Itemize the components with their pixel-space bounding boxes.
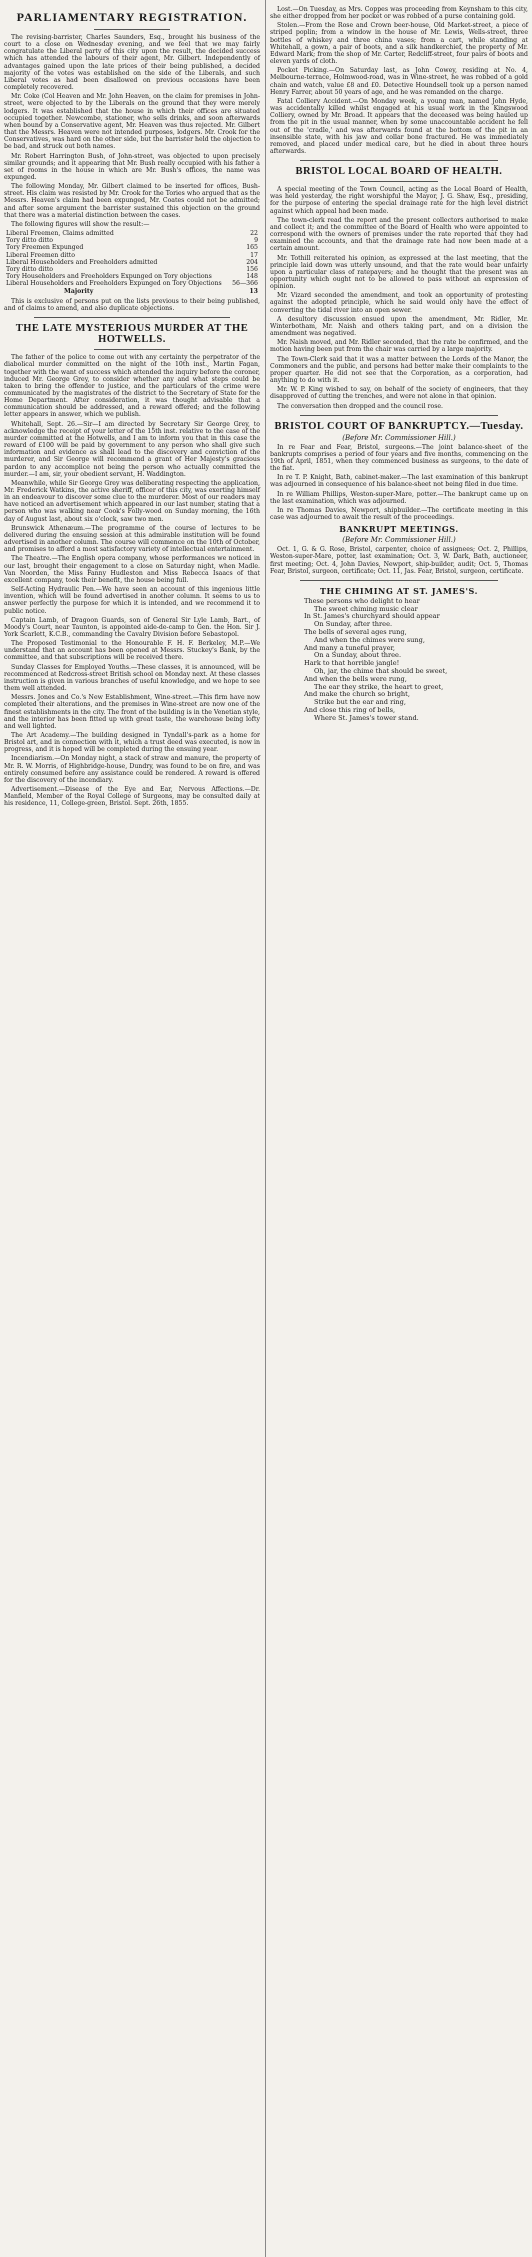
article-paragraph: In re Thomas Davies, Newport, shipbuilder.—The certificate meeting in this case was adjourned to await the result of the proceedings.: [270, 506, 528, 522]
poem-line: And when the chimes were sung,: [314, 635, 425, 644]
board-of-health-heading: BRISTOL LOCAL BOARD OF HEALTH.: [295, 166, 503, 178]
article-paragraph: Incendiarism.—On Monday night, a stack of straw and manure, the property of Mr. R. W. Morris, of Highbridge-house, Dundry, was found to be on fire, and was entirely consumed before any assistance could be rendered. A reward is offered for the discovery of the incendiary.: [4, 755, 260, 784]
table-row: [4, 280, 260, 287]
parliamentary-registration-heading: PARLIAMENTARY REGISTRATION.: [16, 10, 248, 24]
article-paragraph: The town-clerk read the report and the present collectors authorised to make and collect it; and the committee of the Board of Health who were appointed to correspond with the owners of premises under the rate reported that they had examined the accounts, and that the drainage rate had now been made at a certain amount.: [270, 216, 528, 253]
rule-divider: [94, 29, 170, 30]
poem-line: And make the church so bright,: [304, 690, 410, 699]
article-paragraph: Oct. 1, G. & G. Rose, Bristol, carpenter, choice of assignees; Oct. 2, Phillips, Weston-super-Mare, potter, last examination; Oct. 3, W. Dark, Bath, auctioneer, first meeting; Oct. 4, John Davies, Newport, ship-builder, audit; Oct. 5, Thomas Fear, Bristol, surgeon, certificate; Oct. 11, Jas. Fear, Bristol, surgeon, certificate.: [270, 546, 528, 575]
article-paragraph: Mr. Vizard seconded the amendment, and took an opportunity of protesting against the adopted principle, which he said would only have the effect of converting the tidal river into an open sewer.: [270, 292, 528, 314]
article-paragraph: Whitehall, Sept. 26.—Sir—I am directed by Secretary Sir George Grey, to acknowledge the receipt of your letter of the 15th inst. relative to the case of the murder committed at the Hotwells, and I am to inform you that in this case the reward of £100 will be paid by government to any person who shall give such information and evidence as shall lead to the discovery and conviction of the murderer, and Sir George will recommend a grant of Her Majesty's gracious pardon to any accomplice not being the person who actually committed the murder.—I am, sir, your obedient servant, H. Waddington.: [4, 420, 260, 478]
table-row: [4, 288, 260, 295]
article-paragraph: The Proposed Testimonial to the Honourable F. H. F. Berkeley, M.P.—We understand that an account has been opened at Messrs. Stuckey's Bank, by the committee, and that subscriptions will be received there.: [4, 640, 260, 662]
poem-heading: THE CHIMING AT ST. JAMES'S.: [319, 585, 479, 596]
rule-divider: [300, 415, 498, 416]
article-paragraph: The revising-barrister, Charles Saunders, Esq., brought his business of the court to a close on Wednesday evening, and we feel that we may fairly congratulate the Liberal party of this city upon the result, the decided success which has attended the labours of their agent, Mr. Gilbert. Independently of advantages gained upon the late prices of their being published, a decided majority of the votes was established on the side of the Liberals, and such Liberal votes as had been disallowed on previous occasions have been completely recovered.: [4, 34, 260, 92]
table-row: [4, 252, 260, 259]
article-paragraph: Mr. Naish moved, and Mr. Ridler seconded, that the rate be confirmed, and the motion having been put from the chair was carried by a large majority.: [270, 339, 528, 354]
article-paragraph: Fatal Colliery Accident.—On Monday week, a young man, named John Hyde, was accidentally killed whilst engaged at his usual work in the Kingswood Colliery, owned by Mr. Broad. It appears that the deceased was being hauled up from the pit in the usual manner, when by some unaccountable accident he fell out of the 'cradle,' and was afterwards found at the bottom of the pit in an insensible state, with his jaw and collar bone fractured. He was immediately removed, and placed under medical care, but he died in about three hours afterwards.: [270, 97, 528, 155]
row-value: 17: [250, 251, 258, 259]
left-column: [4, 6, 260, 810]
column-divider: [265, 0, 266, 2257]
table-row: [4, 244, 260, 251]
article-paragraph: In re Fear and Fear, Bristol, surgeons.—The joint balance-sheet of the bankrupts comprises a period of four years and five months, commencing on the 19th of April, 1851, when they commenced business as surgeons, to the date of the fiat.: [270, 443, 528, 473]
article-paragraph: The Town-Clerk said that it was a matter between the Lords of the Manor, the Commoners and the public, and persons had better make their complaints to the proper quarter. He did not see that the Corporation, as a corporation, had anything to do with it.: [270, 355, 528, 385]
rule-divider: [34, 317, 230, 318]
row-label: Majority: [64, 287, 94, 295]
bankruptcy-court-heading: BRISTOL COURT OF BANKRUPTCY.—Tuesday.: [274, 420, 524, 432]
article-paragraph: The father of the police to come out with any certainty the perpetrator of the diabolical murder committed on the night of the 10th inst., Martin Fagan, together with the want of success which attended the inquiry before the coroner, induced Mr. George Grey, to consider whether any and what steps could be taken to bring the offender to justice, and the particulars of the crime were communicated by the magistrates of the district to the Secretary of State for the Home Department. After consideration, it was thought advisable that a communication should be addressed, and a reward offered; and the following letter appears in answer, which we publish.: [4, 354, 260, 419]
row-value: 204: [246, 258, 258, 266]
article-paragraph: Mr. Tothill reiterated his opinion, as expressed at the last meeting, that the principle laid down was utterly unsound, and that the rate would bear unfairly upon a particular class of ratepayers; and he thought that the present was an opportunity which ought not to be allowed to pass without an expression of opinion.: [270, 254, 528, 291]
poem-line: Where St. James's tower stand.: [314, 713, 419, 722]
article-paragraph: Brunswick Athenæum.—The programme of the course of lectures to be delivered during the ensuing session at this admirable institution will be found advertised in another column. The course will commence on the 10th of October, and promises to afford a most satisfactory variety of intellectual entertainment.: [4, 524, 260, 554]
table-row: [4, 273, 260, 280]
poem-line: These persons who delight to hear: [304, 596, 420, 605]
article-paragraph: The Art Academy.—The building designed in Tyndall's-park as a home for Bristol art, and in connection with it, which a trust deed was executed, is now in progress, and it is hoped will be completed during the ensuing year.: [4, 732, 260, 754]
poll-note: This is exclusive of persons put on the lists previous to their being published, and of claims to amend, and also duplicate objections.: [4, 297, 260, 313]
right-column: [270, 6, 528, 723]
row-value: 56—366: [232, 280, 258, 288]
murder-heading: THE LATE MYSTERIOUS MURDER AT THE HOTWELLS.: [15, 323, 249, 346]
poem-line: And when the bells were rung,: [304, 674, 407, 683]
article-paragraph: Stolen.—From the Rose and Crown beer-house, Old Market-street, a piece of striped poplin; from a window in the house of Mr. Lewis, Wells-street, three bottles of whiskey and three china vases; from a cart, while standing at Whitehall, a gown, a pair of boots, and a silk handkerchief, the property of Mr. Edward Mark; from the shop of Mr. Carter, Redcliff-street, four pairs of boots and eleven yards of cloth.: [270, 22, 528, 66]
poem: [304, 598, 528, 723]
table-row: [4, 266, 260, 273]
row-label: Tory Householders and Freeholders Expunged on Tory objections: [6, 273, 212, 281]
rule-divider: [360, 181, 438, 182]
table-row: [4, 230, 260, 237]
article-paragraph: Mr. W. P. King wished to say, on behalf of the society of engineers, that they disapproved of cutting the trenches, and were not alone in that opinion.: [270, 386, 528, 401]
article-paragraph: Pocket Picking.—On Saturday last, as John Cowey, residing at No. 4, Melbourne-terrace, Holmwood-road, was in Wine-street, he was robbed of a gold chain and watch, value £8 and £0. Detective Houndsell took up a person named Henry Farrer, about 50 years of age, and he was remanded on the charge.: [270, 67, 528, 96]
article-paragraph: The following Monday, Mr. Gilbert claimed to be inserted for offices, Bush-street. His claim was resisted by Mr. Crook for the Tories who argued that as the Messrs. Heaven's claim had been expunged, Mr. Coates could not be admitted; and after some argument the barrister sustained this objection on the ground that there was a material distinction between the cases.: [4, 183, 260, 219]
bankrupt-meetings-subheading: (Before Mr. Commissioner Hill.): [342, 536, 456, 545]
article-paragraph: A special meeting of the Town Council, acting as the Local Board of Health, was held yesterday, the right worshipful the Mayor, J. G. Shaw, Esq., presiding, for the purpose of entering the special drainage rate for the high level district against which appeal had been made.: [270, 186, 528, 215]
poem-line: In St. James's churchyard should appear: [304, 612, 440, 621]
row-label: Liberal Householders and Freeholders Expunged on Tory Objections: [6, 280, 222, 288]
poem-line: The ear they strike, the heart to greet,: [314, 682, 444, 691]
row-value: 165: [246, 244, 258, 252]
poem-line: And close this ring of bells,: [304, 706, 396, 714]
row-label: Liberal Householders and Freeholders admitted: [6, 258, 158, 266]
poem-line: The sweet chiming music clear: [314, 604, 418, 613]
article-paragraph: Lost.—On Tuesday, as Mrs. Coppes was proceeding from Keynsham to this city, she either dropped from her pocket or was robbed of a purse containing gold.: [270, 6, 528, 21]
row-label: Liberal Freemen ditto: [6, 251, 75, 259]
table-row: [4, 259, 260, 266]
poem-line: The bells of several ages rung,: [304, 628, 407, 637]
row-label: Tory ditto ditto: [6, 237, 54, 245]
article-paragraph: Captain Lamb, of Dragoon Guards, son of General Sir Lyle Lamb, Bart., of Moody's Court, near Taunton, is appointed aide-de-camp to Gen. the Hon. Sir J. York Scarlett, K.C.B., commanding the Cavalry Division before Sebastopol.: [4, 616, 260, 638]
rule-divider: [300, 160, 498, 161]
article-paragraph: Messrs. Jones and Co.'s New Establishment, Wine-street.—This firm have now completed their alterations, and the premises in Wine-street are now one of the finest establishments in the city. The front of the building is in the Venetian style, and the interior has been fitted up with great taste, the warehouse being lofty and well lighted.: [4, 694, 260, 730]
article-paragraph: In re T. P. Knight, Bath, cabinet-maker.—The last examination of this bankrupt was adjourned in consequence of his balance-sheet not being filed in due time.: [270, 474, 528, 489]
row-value: 22: [250, 230, 258, 238]
article-paragraph: A desultory discussion ensued upon the amendment, Mr. Ridler, Mr. Winterbotham, Mr. Naish and others taking part, and on a division the amendment was negatived.: [270, 315, 528, 338]
poem-line: Strike but the ear and ring,: [314, 698, 406, 707]
registration-results-table: [4, 230, 260, 295]
poem-line: Hark to that horrible jangle!: [304, 659, 400, 668]
bankruptcy-subheading: (Before Mr. Commissioner Hill.): [342, 433, 456, 442]
poem-line: And many a tuneful prayer,: [304, 643, 395, 652]
poem-line: On Sunday, after three.: [314, 620, 393, 629]
poem-line: Oh, jar, the chime that should be sweet,: [314, 667, 448, 676]
article-paragraph: In re William Phillips, Weston-super-Mare, potter.—The bankrupt came up on the last examination, which was adjourned.: [270, 490, 528, 505]
table-row: [4, 237, 260, 244]
rule-divider: [94, 349, 170, 350]
poll-intro: The following figures will show the result:—: [11, 220, 150, 228]
article-paragraph: Sunday Classes for Employed Youths.—These classes, it is announced, will be recommenced at Redcross-street British school on Monday next. At these classes instruction is given in various branches of useful knowledge, and we hope to see them well attended.: [4, 663, 260, 693]
row-label: Tory ditto ditto: [6, 266, 54, 274]
article-paragraph: Self-Acting Hydraulic Pen.—We have seen an account of this ingenious little invention, which will be found advertised in another column. It seems to us to answer perfectly the purpose for which it is intended, and we recommend it to public notice.: [4, 586, 260, 615]
row-value: 156: [246, 266, 258, 274]
row-value: 9: [254, 237, 258, 245]
article-paragraph: The Theatre.—The English opera company, whose performances we noticed in our last, brought their engagement to a close on Saturday night, when Madle. Van Noorden, the Miss Fanny Hudleston and Miss Rebecca Isaacs of that excellent company, took their benefit, the house being full.: [4, 555, 260, 584]
poem-line: On a Sunday, about three.: [314, 651, 402, 660]
article-paragraph: Advertisement.—Disease of the Eye and Ear, Nervous Affections.—Dr. Manfield, Member of the Royal College of Surgeons, may be consulted daily at his residence, 11, College-green, Bristol. Sept. 26th, 1855.: [4, 786, 260, 808]
article-paragraph: Mr. Coke (Col Heaven and Mr. John Heaven, on the claim for premises in John-street, were objected to by the Liberals on the ground that they were merely lodgers. It was established that the house in which their offices are situated occupied together. Newcombe, stationer, who sells drinks, and soon afterwards when bound by a Conservative agent, Mr. Heaven was thus rejected. Mr. Gilbert that the Messrs. Heaven were not intended purposes, lodgers. Mr. Crook for the Conservatives, was hard on the other side, but the barrister held the objection to be bad, and struck out both names.: [4, 93, 260, 151]
article-paragraph: Mr. Robert Harrington Bush, of John-street, was objected to upon precisely similar grounds; and it appearing that Mr. Bush really occupied with his father a set of rooms in the house in which are Mr. Bush's offices, the name was expunged.: [4, 152, 260, 181]
row-value: 148: [246, 273, 258, 281]
bankrupt-meetings-heading: BANKRUPT MEETINGS.: [339, 524, 459, 535]
row-label: Liberal Freemen, Claims admitted: [6, 230, 114, 238]
article-paragraph: The conversation then dropped and the council rose.: [277, 402, 444, 410]
rule-divider: [300, 580, 498, 581]
row-label: Tory Freemen Expunged: [6, 244, 84, 252]
row-value: 13: [249, 287, 258, 295]
article-paragraph: Meanwhile, while Sir George Grey was deliberating respecting the application, Mr. Frederick Watkins, the active sheriff, officer of this city, was exerting himself in an endeavour to discover some clue to the murderer. Most of our readers may have noticed an advertisement which appeared in our last number, stating that a person who was walking near Cook's Folly-wood on Sunday morning, the 16th day of August last, about six o'clock, saw two men.: [4, 479, 260, 523]
